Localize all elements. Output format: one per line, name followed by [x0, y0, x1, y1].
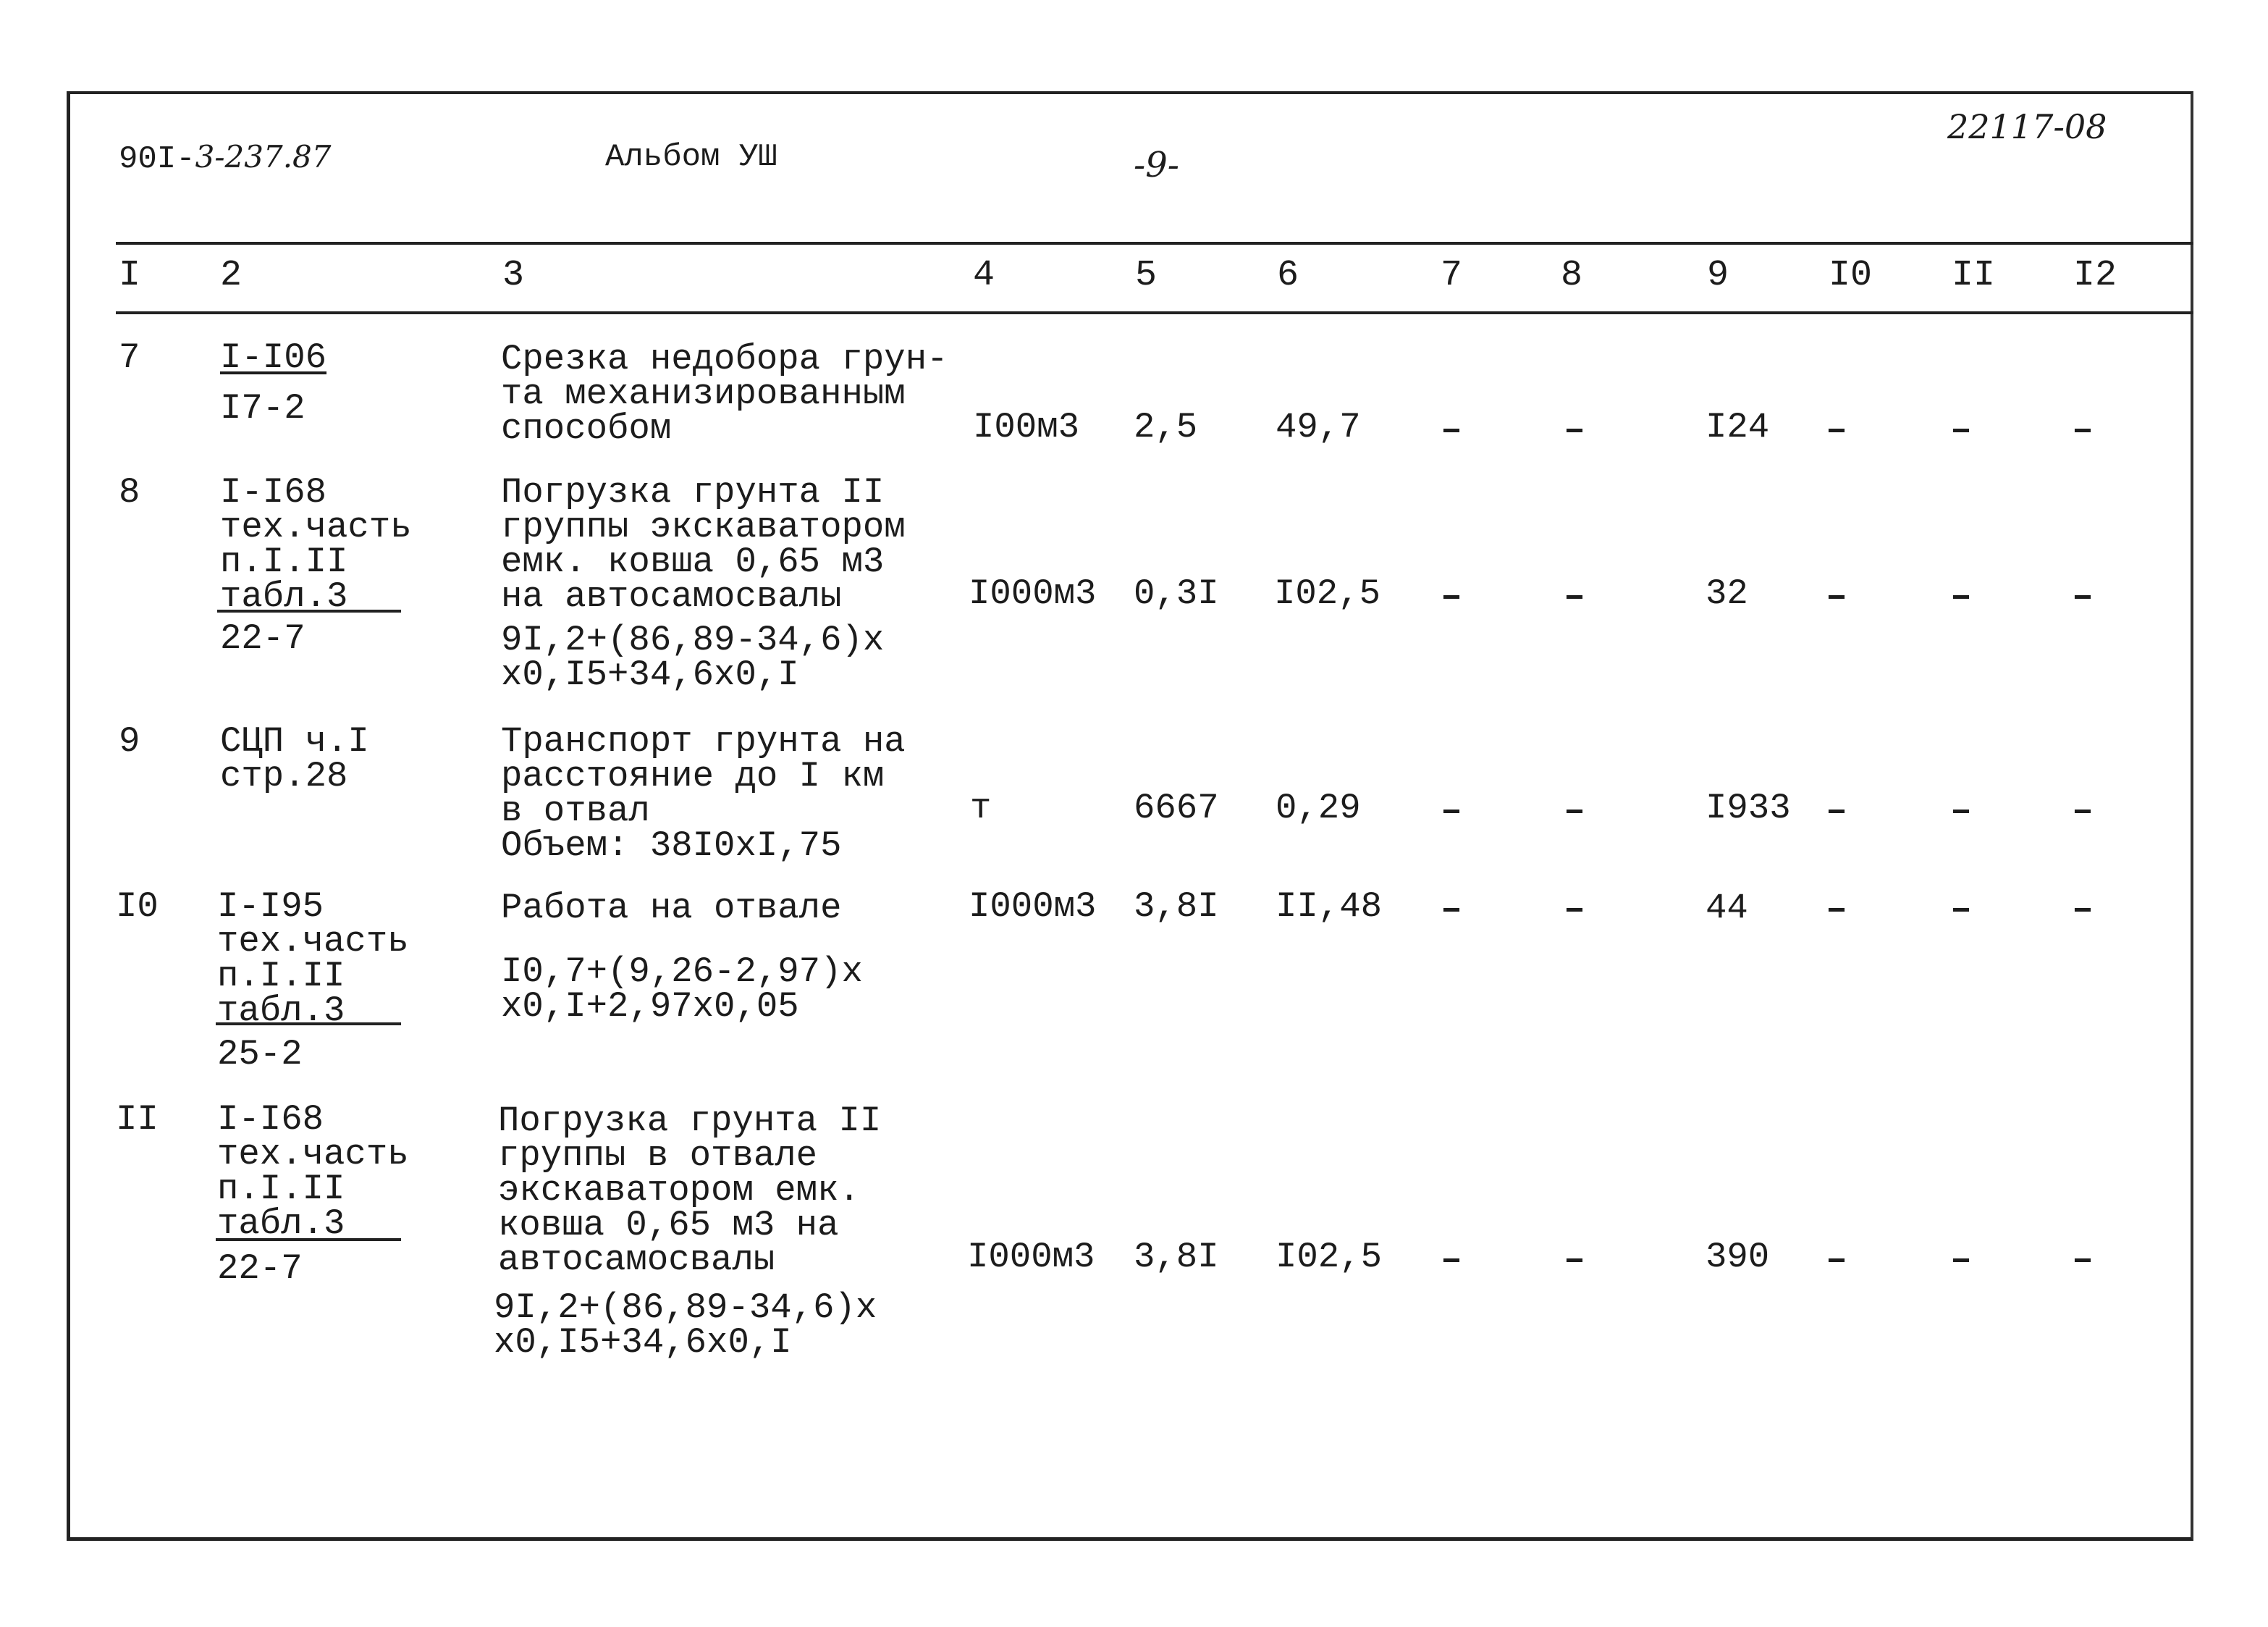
quantity: 3,8I	[1134, 886, 1219, 927]
total: I24	[1706, 407, 1770, 447]
header-bottom-rule	[116, 311, 2193, 314]
row-number: II	[116, 1099, 159, 1140]
col-num-2: 2	[220, 255, 243, 296]
album-title: Альбом УШ	[605, 139, 777, 175]
reference-divider	[216, 1238, 401, 1241]
page-frame	[67, 91, 2193, 1541]
unit: I000м3	[969, 886, 1097, 927]
col12-value: –	[2072, 1240, 2094, 1281]
quantity: 2,5	[1134, 407, 1198, 447]
col-num-8: 8	[1561, 255, 1583, 296]
col-num-9: 9	[1707, 255, 1729, 296]
col8-value: –	[1564, 791, 1586, 832]
norm-reference: I-I06	[220, 337, 327, 378]
col-num-10: I0	[1829, 255, 1873, 296]
unit-price: 49,7	[1276, 407, 1361, 447]
work-description: Транспорт грунта на расстояние до I км в отвал Объем: 38I0xI,75	[501, 721, 906, 866]
total: 390	[1706, 1237, 1770, 1277]
col-num-4: 4	[973, 255, 995, 296]
col7-value: –	[1441, 576, 1463, 618]
doc-code	[119, 139, 332, 177]
total: 32	[1706, 573, 1748, 614]
col8-value: –	[1564, 576, 1586, 618]
doc-code-printed: 90I-	[119, 141, 195, 177]
rate-code: 22-7	[217, 1248, 303, 1289]
work-description: Погрузка грунта II группы в отвале экскаватором емк. ковша 0,65 м3 на автосамосвалы	[498, 1101, 882, 1280]
col10-value: –	[1826, 576, 1848, 618]
row-number: 7	[119, 337, 140, 378]
col10-value: –	[1826, 1240, 1848, 1281]
col-num-5: 5	[1135, 255, 1158, 296]
rate-code: I7-2	[220, 388, 305, 429]
col8-value: –	[1564, 889, 1586, 930]
norm-reference: I-I95 тех.часть п.I.II табл.3	[217, 886, 409, 1031]
row-number: I0	[116, 886, 159, 927]
reference-divider	[216, 1022, 401, 1025]
norm-reference: I-I68 тех.часть п.I.II табл.3	[217, 1099, 409, 1244]
work-description: Работа на отвале	[501, 888, 842, 928]
rate-code: 22-7	[220, 618, 305, 659]
calculation-formula: 9I,2+(86,89-34,6)x x0,I5+34,6x0,I	[501, 620, 885, 695]
col-num-11: II	[1952, 255, 1996, 296]
total: I933	[1706, 788, 1791, 828]
quantity: 3,8I	[1134, 1237, 1219, 1277]
col8-value: –	[1564, 1240, 1586, 1281]
norm-reference: I-I68 тех.часть п.I.II табл.3	[220, 472, 412, 617]
col-num-1: I	[119, 255, 141, 296]
total: 44	[1706, 888, 1748, 928]
unit: I000м3	[969, 573, 1097, 614]
calculation-formula: I0,7+(9,26-2,97)x x0,I+2,97x0,05	[501, 951, 863, 1027]
col11-value: –	[1950, 791, 1973, 832]
col11-value: –	[1950, 576, 1973, 618]
col11-value: –	[1950, 889, 1973, 930]
work-description: Срезка недобора грун- та механизированным способом	[501, 339, 948, 449]
quantity: 6667	[1134, 788, 1219, 828]
rate-code: 25-2	[217, 1034, 303, 1075]
doc-code-handwritten: 3-237.87	[195, 139, 332, 175]
col7-value: –	[1441, 791, 1463, 832]
reference-divider	[217, 610, 401, 613]
unit-price: I02,5	[1274, 573, 1381, 614]
unit: т	[970, 788, 992, 828]
col12-value: –	[2072, 576, 2094, 618]
col-num-3: 3	[502, 255, 525, 296]
header-top-rule	[116, 242, 2193, 245]
unit-price: II,48	[1276, 886, 1383, 927]
work-description: Погрузка грунта II группы экскаватором емк. ковша 0,65 м3 на автосамосвалы	[501, 472, 906, 617]
col10-value: –	[1826, 791, 1848, 832]
norm-reference: СЦП ч.I стр.28	[220, 721, 369, 796]
col7-value: –	[1441, 1240, 1463, 1281]
quantity: 0,3I	[1134, 573, 1219, 614]
page-number: -9-	[1134, 145, 1179, 185]
col12-value: –	[2072, 410, 2094, 451]
col-num-6: 6	[1277, 255, 1299, 296]
unit: I000м3	[967, 1237, 1095, 1277]
col7-value: –	[1441, 410, 1463, 451]
col11-value: –	[1950, 1240, 1973, 1281]
col12-value: –	[2072, 791, 2094, 832]
col10-value: –	[1826, 889, 1848, 930]
col-num-12: I2	[2073, 255, 2117, 296]
unit: I00м3	[973, 407, 1080, 447]
stamp-number: 22117-08	[1947, 107, 2107, 146]
unit-price: I02,5	[1276, 1237, 1383, 1277]
row-number: 9	[119, 721, 140, 762]
col-num-7: 7	[1441, 255, 1463, 296]
row-number: 8	[119, 472, 140, 513]
col11-value: –	[1950, 410, 1973, 451]
col8-value: –	[1564, 410, 1586, 451]
col12-value: –	[2072, 889, 2094, 930]
col7-value: –	[1441, 889, 1463, 930]
calculation-formula: 9I,2+(86,89-34,6)x x0,I5+34,6x0,I	[494, 1287, 877, 1363]
col10-value: –	[1826, 410, 1848, 451]
unit-price: 0,29	[1276, 788, 1361, 828]
